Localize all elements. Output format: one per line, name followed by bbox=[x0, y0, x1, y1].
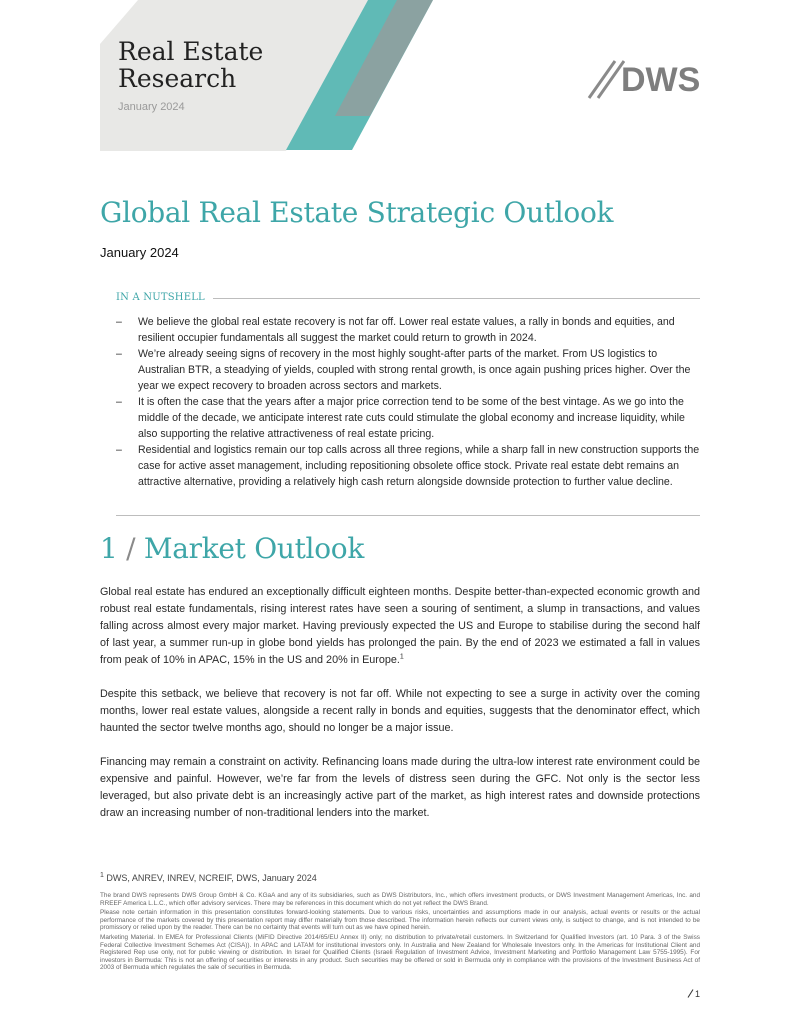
nutshell-label: IN A NUTSHELL bbox=[116, 292, 213, 303]
nutshell-item bbox=[116, 394, 700, 442]
paragraph-text: Global real estate has endured an exceptionally difficult eighteen months. Despite better-than-expected economic growth and robust real estate fundamentals, rising interest rates have seen a souring of sentiment, a slump in transactions, and values falling across almost every major market. Having previously expected the US and Europe to stabilise during the second half of last year, a summer run-up in globe bond yields has prolonged the pain. By the end of 2023 we estimated a fall in values from peak of 10% in APAC, 15% in the US and 20% in Europe. bbox=[100, 586, 700, 666]
disclaimer-paragraph: Marketing Material. In EMEA for Professional Clients (MiFID Directive 2014/65/EU Annex II) only; no distribution to private/retail customers. In Switzerland for Qualified Investors (art. 10 Para. 3 of the Swiss Federal Collective Investment Schemes Act (CISA)). In APAC and LATAM for institutional investors only. In Australia and New Zealand for Wholesale Investors only. In the Americas for Institutional Client and Registered Rep use only, not for public viewing or distribution. In Israel for Qualified Clients (Israeli Regulation of Investment Advice, Investment Marketing and Portfolio Management Law 5755-1995). For investors in Bermuda: This is not an offering of securities or interests in any product. Such securities may be offered or sold in Bermuda only in compliance with the provisions of the Investment Business Act of 2003 of Bermuda which regulates the sale of securities in Bermuda. bbox=[100, 933, 700, 972]
nutshell-item bbox=[116, 442, 700, 490]
footnote bbox=[100, 873, 317, 883]
nutshell-bottom-rule bbox=[116, 515, 700, 516]
logo-text: DWS bbox=[621, 61, 701, 99]
nutshell-item-text: We believe the global real estate recovery is not far off. Lower real estate values, a rally in bonds and equities, and resilient occupier fundamentals all suggest the market could return to growth in 2024. bbox=[138, 316, 675, 344]
footnote-reference[interactable]: 1 bbox=[399, 653, 404, 661]
footnote-text: DWS, ANREV, INREV, NCREIF, DWS, January 2024 bbox=[103, 873, 317, 883]
dash-bullet: – bbox=[116, 316, 122, 328]
disclaimer-paragraph: The brand DWS represents DWS Group GmbH & Co. KGaA and any of its subsidiaries, such as DWS Distributors, Inc., which offers investment products, or DWS Investment Management Americas, Inc. and RREEF America L.L.C., which offer advisory services. There may be references in this document which do not yet reflect the DWS Brand. bbox=[100, 892, 700, 907]
body-paragraph bbox=[100, 584, 700, 669]
header-date: January 2024 bbox=[118, 101, 185, 113]
disclaimer-paragraph: Please note certain information in this presentation constitutes forward-looking statements. Due to various risks, uncertainties and assumptions made in our analysis, actual events or results or the actual performance of the markets covered by this presentation report may differ materially from those described. The information herein reflects our current views only, is subject to change, and is not intended to be promissory or relied upon by the reader. There can be no certainty that events will turn out as we have opined herein. bbox=[100, 909, 700, 932]
nutshell-item-text: Residential and logistics remain our top calls across all three regions, while a sharp fall in new construction supports the case for active asset management, including repositioning obsolete office stock. Private real estate debt remains an attractive alternative, providing a relatively high cash return alongside downside protection to further value decline. bbox=[138, 444, 700, 488]
series-title: Real Estate Research bbox=[118, 37, 264, 93]
section-number: 1 bbox=[100, 532, 118, 565]
section-title-text: Market Outlook bbox=[143, 532, 364, 565]
nutshell-item bbox=[116, 314, 700, 346]
document-date: January 2024 bbox=[100, 245, 179, 260]
page-number-text: 1 bbox=[695, 989, 701, 999]
dash-bullet: – bbox=[116, 348, 122, 360]
section-separator: / bbox=[126, 532, 136, 565]
nutshell-item-text: We’re already seeing signs of recovery in the most highly sought-after parts of the market. From US logistics to Australian BTR, a steadying of yields, coupled with strong rental growth, is once again pushing prices higher. Over the year we expect recovery to broaden across sectors and markets. bbox=[138, 348, 691, 392]
dws-logo bbox=[585, 58, 705, 102]
nutshell-item bbox=[116, 346, 700, 394]
section-title bbox=[100, 532, 364, 565]
body-paragraph: Financing may remain a constraint on activity. Refinancing loans made during the ultra-low interest rate environment could be expensive and painful. However, we’re far from the levels of distress seen during the GFC. Not only is the sector less leveraged, but also private debt is an increasingly active part of the market, as high interest rates and downside protections draw an increasing number of non-traditional lenders into the market. bbox=[100, 756, 700, 819]
body-text bbox=[100, 584, 700, 839]
logo-slash-icon bbox=[585, 58, 625, 102]
document-title: Global Real Estate Strategic Outlook bbox=[100, 196, 614, 229]
footnote-marker: 1 bbox=[100, 872, 104, 879]
nutshell-item-text: It is often the case that the years after a major price correction tend to be some of the best vintage. As we go into the middle of the decade, we anticipate interest rate cuts could stimulate the global economy and increase liquidity, while also supporting the relative attractiveness of real estate pricing. bbox=[138, 396, 685, 440]
disclaimer-block bbox=[100, 892, 700, 974]
page-slash-icon bbox=[687, 989, 695, 998]
nutshell-header bbox=[116, 292, 700, 306]
nutshell-list bbox=[116, 314, 700, 490]
page-number bbox=[687, 989, 700, 999]
dash-bullet: – bbox=[116, 396, 122, 408]
body-paragraph: Despite this setback, we believe that recovery is not far off. While not expecting to see a surge in activity over the coming months, lower real estate values, alongside a recent rally in bonds and equities, suggests that the denominator effect, which haunted the sector twelve months ago, should no longer be a major issue. bbox=[100, 688, 700, 734]
dash-bullet: – bbox=[116, 444, 122, 456]
